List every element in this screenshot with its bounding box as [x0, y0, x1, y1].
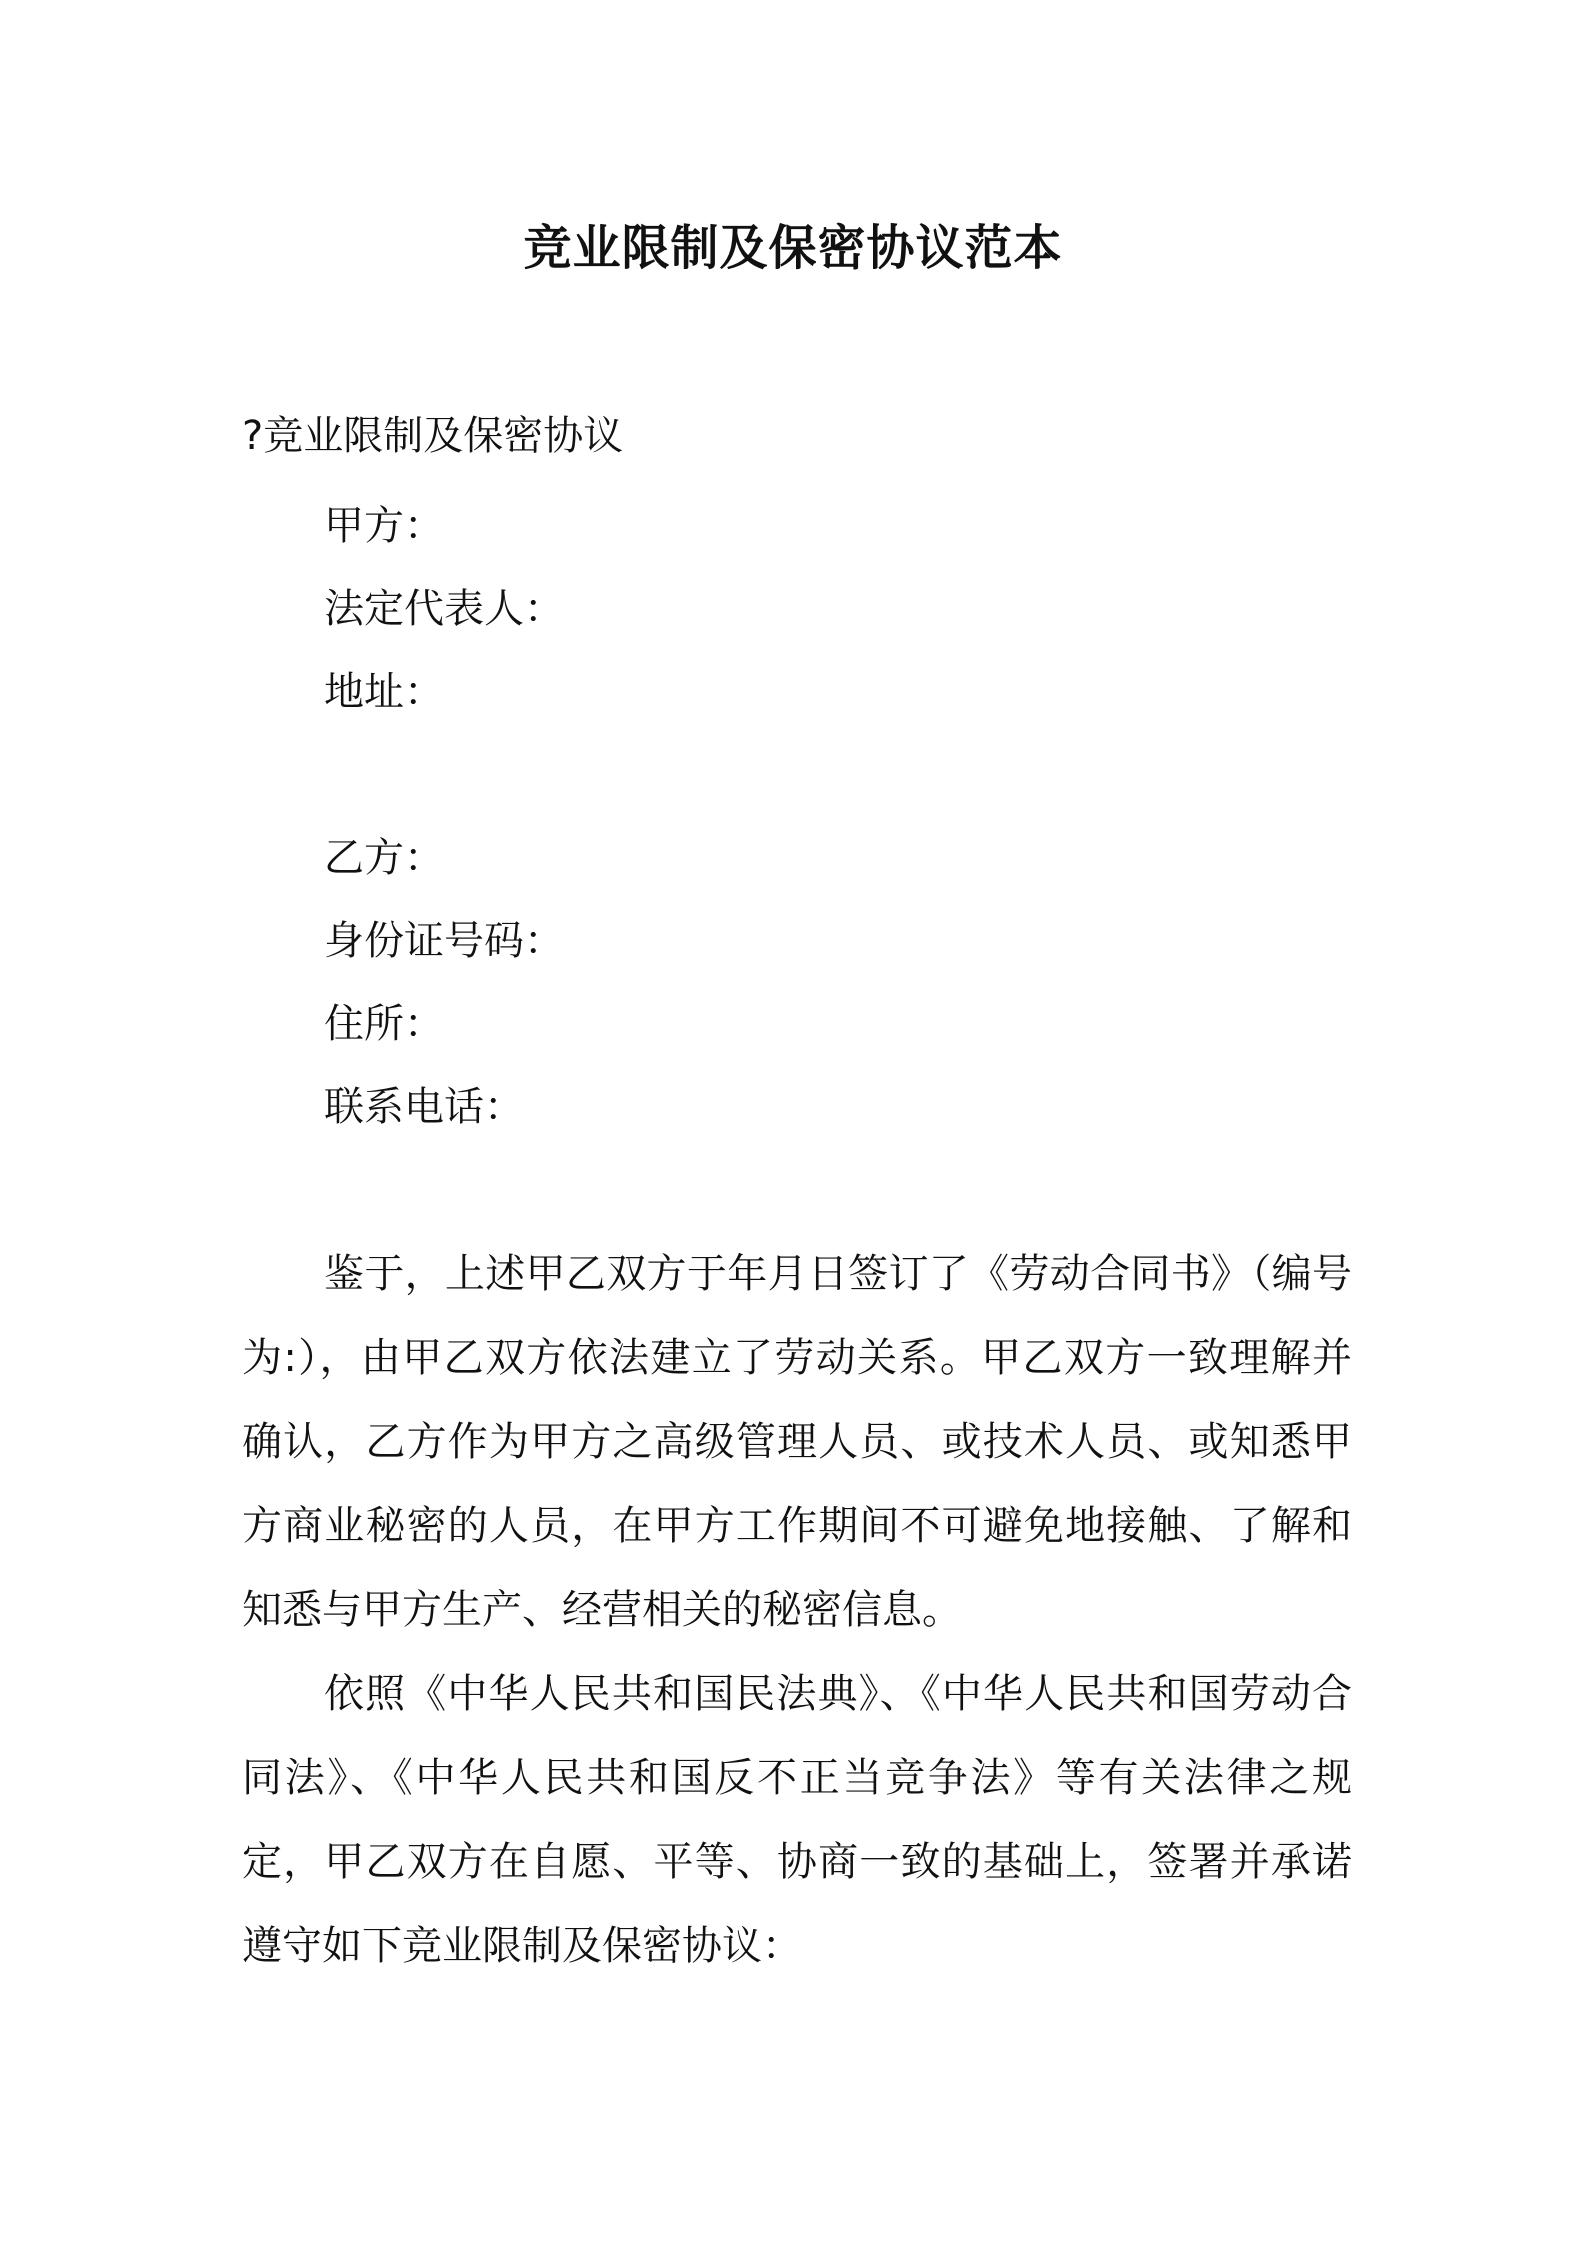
party-b-residence-label: 住所：	[324, 1001, 444, 1047]
recital-paragraph: 鉴于，上述甲乙双方于年月日签订了《劳动合同书》（编号为:），由甲乙双方依法建立了劳动关系。甲乙双方一致理解并确认，乙方作为甲方之高级管理人员、或技术人员、或知悉甲方商业秘密的人员，在甲方工作期间不可避免地接触、了解和知悉与甲方生产、经营相关的秘密信息。	[242, 1251, 1352, 1633]
document-title: 竞业限制及保密协议范本	[523, 220, 1063, 276]
party-a-name-label: 甲方：	[324, 503, 444, 549]
document-subtitle: ?竞业限制及保密协议	[242, 413, 624, 459]
party-b-id-label: 身份证号码：	[324, 918, 564, 964]
legal-basis-paragraph: 依照《中华人民共和国民法典》、《中华人民共和国劳动合同法》、《中华人民共和国反不正当竞争法》等有关法律之规定，甲乙双方在自愿、平等、协商一致的基础上，签署并承诺遵守如下竞业限制及保密协议：	[242, 1671, 1352, 1969]
party-b-phone-label: 联系电话：	[324, 1084, 524, 1130]
party-b-name-label: 乙方：	[324, 835, 444, 881]
party-a-address-label: 地址：	[324, 669, 444, 715]
party-a-representative-label: 法定代表人：	[324, 586, 564, 632]
